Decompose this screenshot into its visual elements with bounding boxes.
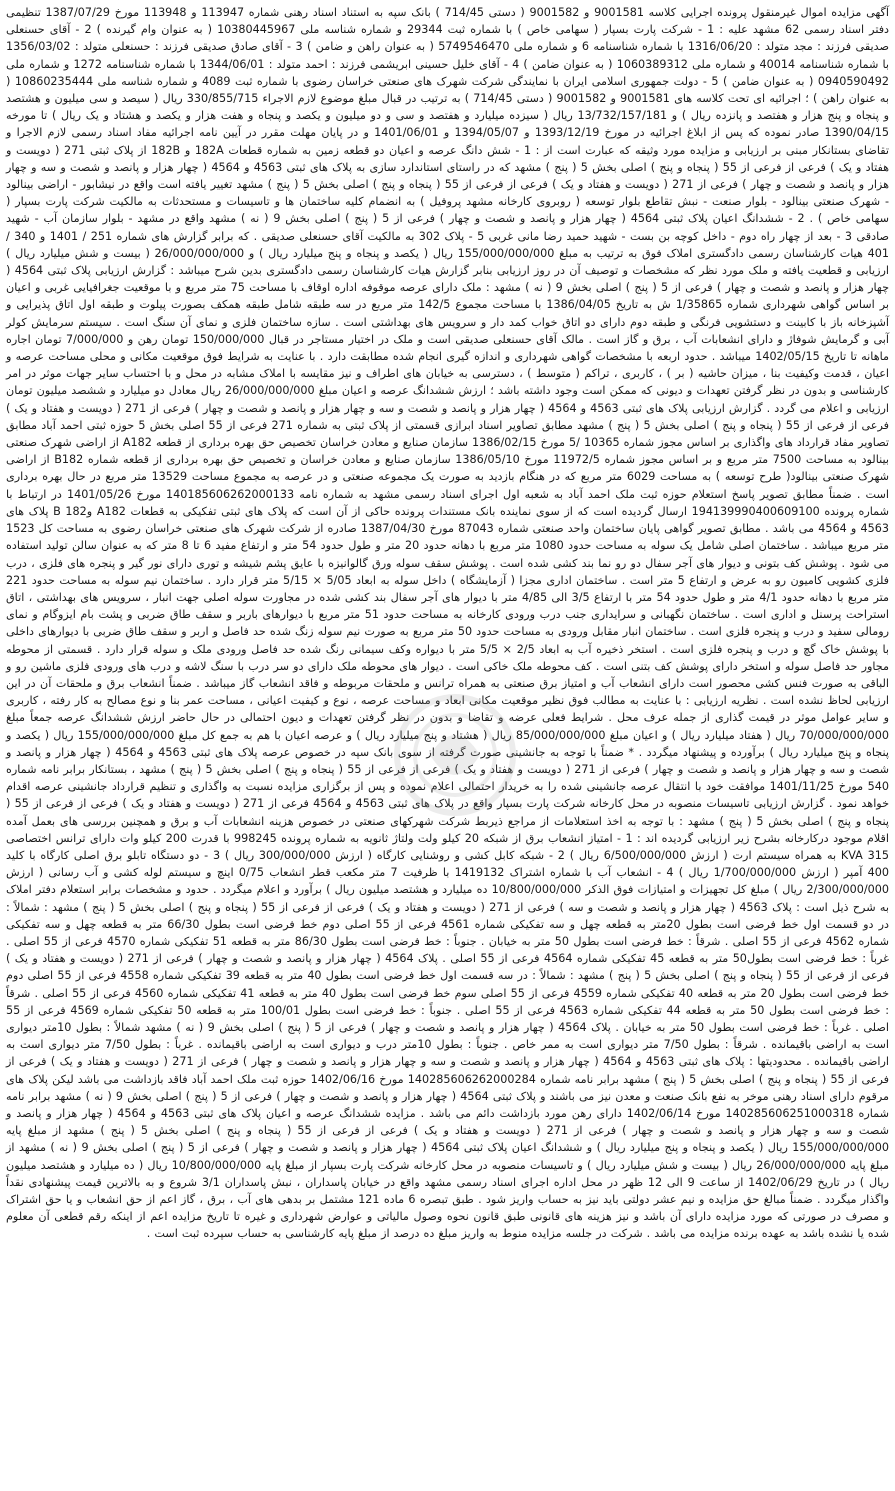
auction-notice-text: آگهی مزایده اموال غیرمنقول پرونده اجرایی کلاسه 9001581 و 9001582 ( دستی 714/45 ) بانک سپه به استناد اسناد رهنی شماره 113947 و 113948 مورخ 1387/07/29 تنظیمی دفتر اسناد رسمی 62 مشهد علیه : 1 - شرکت پارت بسپار ( سهامی خاص ) با شماره ثبت 29344 و شماره شناسه ملی 10380445967 ( به عنوان وام گیرنده ) 2 - آقای حسنعلی صدیقی فرزند : مجد متولد : 1316/06/20 با شماره شناسنامه 6 و شماره ملی 5749546470 ( به عنوان راهن و ضامن ) 3 - آقای صادق صدیقی فرزند : حسنعلی متولد : 1356/03/02 با شماره شناسنامه 40014 و شماره ملی 1060389312 ( به عنوان ضامن ) 4 - آقای خلیل حسینی ابریشمی فرزند : احمد متولد : 1344/06/01 با شماره شناسنامه 1272 و شماره ملی 0940590492 ( به عنوان ضامن ) 5 - دولت جمهوری اسلامی ایران با نمایندگی شرکت شهرک های صنعتی خراسان رضوی با شماره ثبت 4089 و شماره شناسه ملی 10860235444 ( به عنوان راهن ) ؛ اجرائیه ای تحت کلاسه های 9001581 و 9001582 ( دستی 714/45 ) به ترتیب در قبال مبلغ موضوع لازم الاجراء 330/855/715 ریال ( سیصد و سی میلیون و هشتصد و پنجاه و پنج هزار و هفتصد و پانزده ریال ) و 13/732/157/181 ریال ( سیزده میلیارد و هفتصد و سی و دو میلیون و یکصد و پنجاه و هفت هزار و یکصد و هشتاد و یک ریال ) تا مورخه 1390/04/15 صادر نموده که پس از ابلاغ اجرائیه در مورخ 1393/12/19 و 1394/05/07 و 1401/06/01 و در پایان مهلت مقرر در آیین نامه اجرائیه مفاد اسناد رسمی لازم الاجرا و تقاضای بستانکار مبنی بر ارزیابی و مزایده مورد وثیقه که عبارت است از : 1 - شش دانگ عرصه و اعیان دو قطعه زمین به شماره قطعات 182A و 182B از پلاک ثبتی 271 ( دویست و هفتاد و یک ) فرعی از فرعی از 55 ( پنجاه و پنج ) اصلی بخش 5 ( پنج ) مشهد که در راستای استاندارد سازی به پلاک های ثبتی 4563 و 4564 ( چهار هزار و پانصد و شصت و سه و چهار هزار و پانصد و شصت و چهار ) فرعی از 271 ( دویست و هفتاد و یک ) فرعی از فرعی از 55 ( پنجاه و پنج ) اصلی بخش 5 ( پنج ) مشهد تغییر یافته است واقع در نیشابور - اراضی بینالود - شهرک صنعتی بینالود - بلوار صنعت - نبش تقاطع بلوار توسعه ( روبروی کارخانه مشهد پروفیل ) به انضمام کلیه ساختمان ها و تاسیسات و مستحدثات به مالکیت شرکت پارت بسپار ( سهامی خاص ) . 2 - ششدانگ اعیان پلاک ثبتی 4564 ( چهار هزار و پانصد و شصت و چهار ) فرعی از 5 ( پنج ) اصلی بخش 9 ( نه ) مشهد واقع در مشهد - بلوار سازمان آب - شهید صادقی 3 - بعد از چهار راه دوم - داخل کوچه بن بست - شهید حمید رضا مانی غربی 5 - پلاک 302 به مالکیت آقای حسنعلی صدیقی . که برابر گزارش های شماره 251 / 1401 و 340 / 401 هیات کارشناسان رسمی دادگستری املاک فوق به ترتیب به مبلغ 155/000/000/000 ریال ( یکصد و پنجاه و پنج میلیارد ریال ) و 26/000/000/000 ( بیست و شش میلیارد ریال ) ارزیابی و قطعیت یافته و ملک مورد نظر که مشخصات و توصیف آن در روز ارزیابی بنابر گزارش هیات کارشناسان رسمی دادگستری بدین شرح میباشد : گزارش ارزیابی پلاک ثبتی 4564 ( چهار هزار و پانصد و شصت و چهار ) فرعی از 5 ( پنج ) اصلی بخش 9 ( نه ) مشهد : ملک دارای عرصه موقوفه اداره اوقاف با مساحت 75 متر مربع و با موقعیت جغرافیایی غربی و اعیان بر اساس گواهی شهرداری شماره 1/35865 ش به تاریخ 1386/04/05 با مساحت مجموع 142/5 متر مربع در سه طبقه شامل طبقه همکف بصورت پیلوت و طبقه اول اتاق پذیرایی و آشپزخانه باز با کابینت و دستشویی فرنگی و طبقه دوم دارای دو اتاق خواب کمد دار و سرویس های بهداشتی است . سازه ساختمان فلزی و نمای آن سنگ است . سیستم سرمایش کولر آبی و گرمایش شوفاژ و دارای انشعابات آب ، برق و گاز است . مالک آقای حسنعلی صدیقی است و ملک در اختیار مستاجر در قبال 150/000/000 تومان رهن و 7/000/000 تومان اجاره ماهانه تا تاریخ 1402/05/15 میباشد . حدود اربعه با مشخصات گواهی شهرداری و اندازه گیری انجام شده مطابقت دارد . با عنایت به شرایط فوق موقعیت مکانی و محلی مساحت عرصه و اعیان ، قدمت وکیفیت بنا ، میزان حاشیه ( بر ) ، کاربری ، تراکم ( متوسط ) ، دسترسی به خیابان های اطراف و نیز مقایسه با املاک مشابه در محل و با احتساب سایر جهات موثر در امر کارشناسی و بدون در نظر گرفتن تعهدات و دیونی که ممکن است وجود داشته باشد ؛ ارزش ششدانگ عرصه و اعیان مبلغ 26/000/000/000 ریال معادل دو میلیارد و ششصد میلیون تومان ارزیابی و اعلام می گردد . گزارش ارزیابی پلاک های ثبتی 4563 و 4564 ( چهار هزار و پانصد و شصت و سه و چهار هزار و پانصد و شصت و چهار ) فرعی از 271 ( دویست و هفتاد و یک ) فرعی از فرعی از 55 ( پنجاه و پنج ) اصلی بخش 5 ( پنج ) مشهد مطابق تصاویر اسناد ابرازی قسمتی از پلاک ثبتی به شماره 271 فرعی از 55 اصلی بخش 5 حوزه ثبتی احمد آباد مطابق تصاویر مفاد قرارداد های واگذاری بر اساس مجوز شماره 10365 /5 مورخ 1386/02/15 سازمان صنایع و معادن خراسان تخصیص حق بهره برداری از قطعه A182 از اراضی شهرک صنعتی بینالود به مساحت 7500 متر مربع و بر اساس مجوز شماره 11972/5 مورخ 1386/05/10 سازمان صنایع و معادن خراسان و تخصیص حق بهره برداری از قطعه شماره B182 از اراضی شهرک صنعتی بینالود( طرح توسعه ) به مساحت 6029 متر مربع که در هنگام بازدید به صورت یک مجموعه صنعتی و در عرصه به مجموع مساحت 13529 متر مربع در حال بهره برداری است . ضمناً مطابق تصویر پاسخ استعلام حوزه ثبت ملک احمد آباد به شعبه اول اجرای اسناد رسمی مشهد به شماره نامه 140185606262000133 مورخ 1401/05/26 در ارتباط با شماره پرونده 194139990400609100 ارسال گردیده است که از سوی نماینده بانک مستندات پرونده حاکی از آن است که پلاک های ثبتی تفکیکی به قطعات A182 وB 182 پلاک های 4563 و 4564 می باشد . مطابق تصویر گواهی پایان ساختمان واحد صنعتی شماره 87043 مورخ 1387/04/30 صادره از شرکت شهرک های صنعتی خراسان رضوی به مساحت کل 1523 متر مربع میباشد . ساختمان اصلی شامل یک سوله به مساحت حدود 1080 متر مربع با دهانه حدود 20 متر و طول حدود 54 متر و ارتفاع مفید 6 تا 8 متر که به عنوان سالن تولید استفاده می شود . پوشش کف بتونی و دیوار های آجر سفال دو رو نما بند کشی شده است . پوشش سقف سوله ورق گالوانیزه با عایق پشم شیشه و توری دارای نور گیر و پنجره های فلزی ، درب فلزی کشویی کامیون رو به عرض و ارتفاع 5 متر است . ساختمان اداری مجزا ( آزمایشگاه ) داخل سوله به ابعاد 5/05 × 5/15 متر قرار دارد . ساختمان نیم سوله به مساحت حدود 221 متر مربع با دهانه حدود 4/1 متر و طول حدود 54 متر با ارتفاع 3/5 الی 4/85 متر با دیوار های آجر سفال بند کشی شده در مجاورت سوله اصلی جهت انبار ، سرویس های بهداشتی ، اتاق استراحت پرسنل و اداری است . ساختمان نگهبانی و سرایداری جنب درب ورودی کارخانه به مساحت حدود 51 متر مربع با دیوارهای باربر و سقف طاق ضربی و پشت بام ایزوگام و نمای رومالی سفید و درب و پنجره فلزی است . ساختمان انبار مقابل ورودی به مساحت حدود 50 متر مربع به صورت نیم سوله زنگ شده حد فاصل و اربر و سقف طاق ضربی با دیوارهای داخلی با پوشش خاک گچ و درب و پنجره فلزی است . استخر ذخیره آب به ابعاد 2/5 × 5/5 متر با دیواره وکف سیمانی رنگ شده حد فاصل ورودی ملک و سوله قرار دارد . قسمتی از محوطه مجاور حد فاصل سوله و استخر دارای پوشش کف بتنی است . کف محوطه ملک خاکی است . دیوار های محوطه ملک دارای دو سر درب با سنگ لاشه و درب های ورودی فلزی ماشین رو و الباقی به صورت فنس کشی محصور است دارای انشعاب آب و امتیاز برق صنعتی به همراه ترانس و ملحقات مربوطه و فاقد انشعاب گاز میباشد . ضمناً انشعاب برق و ملحقات آن در این ارزیابی لحاظ نشده است . نظریه ارزیابی : با عنایت به مطالب فوق نظیر موقعیت مکانی ابعاد و مساحت عرصه ، نوع و کیفیت اعیانی ، مساحت عمر بنا و نوع مصالح به کار رفته ، کاربری و سایر عوامل موثر در قیمت گذاری از جمله عرف محل . شرایط فعلی عرضه و تقاضا و بدون در نظر گرفتن تعهدات و دیون احتمالی در حال حاضر ارزش ششدانگ عرصه جمعاً مبلغ 70/000/000/000 ریال ( هفتاد میلیارد ریال ) و اعیان مبلغ 85/000/000/000 ریال ( هشتاد و پنج میلیارد ریال ) و عرصه اعیان با هم به جمع کل مبلغ 155/000/000/000 ریال ( یکصد و پنجاه و پنج میلیارد ریال ) برآورده و پیشنهاد میگردد . * ضمناً با توجه به جانشینی صورت گرفته از سوی بانک سپه در خصوص عرصه پلاک های ثبتی 4563 و 4564 ( چهار هزار و پانصد و شصت و سه و چهار هزار و پانصد و شصت و چهار ) فرعی از 271 ( دویست و هفتاد و یک ) فرعی از فرعی از 55 ( پنجاه و پنج ) اصلی بخش 5 ( پنج ) مشهد ، بستانکار برابر نامه شماره 540 مورخ 1401/11/25 موافقت خود با انتقال عرصه جانشینی شده را به خریدار احتمالی اعلام نموده و پس از برگزاری مزایده نسبت به واگذاری و تنظیم قرارداد جانشینی عرصه اقدام خواهد نمود . گزارش ارزیابی تاسیسات منصوبه در محل کارخانه شرکت پارت بسپار واقع در پلاک های ثبتی 4563 و 4564 فرعی از 271 ( دویست و هفتاد و یک ) فرعی از فرعی از 55 ( پنجاه و پنج ) اصلی بخش 5 ( پنج ) مشهد : با توجه به اخذ استعلامات از مراجع ذیربط شرکت شهرکهای صنعتی در خصوص هزینه انشعابات آب و برق و همچنین بررسی های بعمل آمده اقلام موجود درکارخانه بشرح زیر ارزیابی گردیده اند : 1 - امتیاز انشعاب برق از شبکه 20 کیلو ولت ولتاژ ثانویه به شماره پرونده 998245 با قدرت 200 کیلو وات دارای ترانس اختصاصی 315 KVA به همراه سیستم ارت ( ارزش 6/500/000/000 ریال ) 2 - شبکه کابل کشی و روشنایی کارگاه ( ارزش 300/000/000 ریال ) 3 - دو دستگاه تابلو برق اصلی کارگاه با کلید 400 آمپر ( ارزش 1/700/000/000 ریال ) 4 - انشعاب آب با شماره اشتراک 1419132 با ظرفیت 7 متر مکعب قطر انشعاب 0/75 اینچ و سیستم لوله کشی و آب رسانی ( ارزش 2/300/000/000 ریال ) مبلغ کل تجهیزات و امتیازات فوق الذکر 10/800/000/000 ده میلیارد و هشتصد میلیون ریال ) برآورد و اعلام میگردد . حدود و مشخصات برابر استعلام دفتر املاک به شرح ذیل است : پلاک 4563 ( چهار هزار و پانصد و شصت و سه ) فرعی از 271 ( دویست و هفتاد و یک ) فرعی از فرعی از 55 ( پنجاه و پنج ) اصلی بخش 5 ( پنج ) مشهد : شمالاً : در دو قسمت اول خط فرضی است بطول 20متر به قطعه چهل و سه تفکیکی شماره 4561 فرعی از 55 اصلی دوم خط فرضی است بطول 66/30 متر به قطعه چهل و سه تفکیکی شماره 4562 فرعی از 55 اصلی . شرقاً : خط فرضی است بطول 50 متر به خیابان . جنوباً : خط فرضی است بطول 86/30 متر به قطعه 51 تفکیکی شماره 4570 فرعی از 55 اصلی . غرباً : خط فرضی است بطول50 متر به قطعه 45 تفکیکی شماره 4564 فرعی از 55 اصلی . پلاک 4564 ( چهار هزار و پانصد و شصت و چهار ) فرعی از 271 ( دویست و هفتاد و یک ) فرعی از فرعی از 55 ( پنجاه و پنج ) اصلی بخش 5 ( پنج ) مشهد : شمالاً : در سه قسمت اول خط فرضی است بطول 40 متر به قطعه 39 تفکیکی شماره 4558 فرعی از 55 اصلی دوم خط فرضی است بطول 20 متر به قطعه 40 تفکیکی شماره 4559 فرعی از 55 اصلی سوم خط فرضی است بطول 40 متر به قطعه 41 تفکیکی شماره 4560 فرعی از 55 اصلی . شرقاً : خط فرضی است بطول 50 متر به قطعه 44 تفکیکی شماره 4563 فرعی از 55 اصلی . جنوباً : خط فرضی است بطول 100/01 متر به قطعه 50 تفکیکی شماره 4569 فرعی از 55 اصلی . غرباً : خط فرضی است بطول 50 متر به خیابان . پلاک 4564 ( چهار هزار و پانصد و شصت و چهار ) فرعی از 5 ( پنج ) اصلی بخش 9 ( نه ) مشهد شمالاً : بطول 10متر دیواری است به اراضی باقیمانده . شرقاً : بطول 7/50 متر دیواری است به ممر خاص . جنوباً : بطول 10متر درب و دیواری است به اراضی باقیمانده . غرباً : بطول 7/50 متر دیواری است به اراضی باقیمانده . محدودیتها : پلاک های ثبتی 4563 و 4564 ( چهار هزار و پانصد و شصت و سه و چهار هزار و پانصد و شصت و چهار ) فرعی از 271 ( دویست و هفتاد و یک ) فرعی از فرعی از 55 ( پنجاه و پنج ) اصلی بخش 5 ( پنج ) مشهد برابر نامه شماره 140285606262000284 مورخ 1402/06/16 حوزه ثبت ملک احمد آباد فاقد بازداشت می باشد لیکن پلاک های مرقوم دارای اسناد رهنی موخر به نفع بانک صنعت و معدن نیز می باشند و پلاک ثبتی 4564 ( چهار هزار و پانصد و شصت و چهار ) فرعی از 5 ( پنج ) اصلی بخش 9 ( نه ) مشهد برابر نامه شماره 140285606251000318 مورخ 1402/06/14 دارای رهن مورد بازداشت دائم می باشد . مزایده ششدانگ عرصه و اعیان پلاک های ثبتی 4563 و 4564 ( چهار هزار و پانصد و شصت و سه و چهار هزار و پانصد و شصت و چهار ) فرعی از 271 ( دویست و هفتاد و یک ) فرعی از فرعی از 55 ( پنجاه و پنج ) اصلی بخش 5 ( پنج ) مشهد از مبلغ پایه 155/000/000/000 ریال ( یکصد و پنجاه و پنج میلیارد ریال ) و ششدانگ اعیان پلاک ثبتی 4564 ( چهار هزار و پانصد و شصت و چهار ) فرعی از 5 ( پنج ) اصلی بخش 9 ( نه ) مشهد از مبلغ پایه 26/000/000/000 ریال ( بیست و شش میلیارد ریال ) و تاسیسات منصوبه در محل کارخانه شرکت پارت بسپار از مبلغ پایه 10/800/000/000 ریال ( ده میلیارد و هشتصد میلیون ریال ) در تاریخ 1402/06/29 از ساعت 9 الی 12 ظهر در محل اداره اجرای اسناد رسمی مشهد واقع در خیابان پاسداران ، نبش پاسداران 3/1 شروع و به بالاترین قیمت پیشنهادی نقداً واگذار میگردد . ضمناً مبالغ حق مزایده و نیم عشر دولتی باید نیز به حساب واریز شود . طبق تبصره 6 ماده 121 مشتمل بر بدهی های آب ، برق ، گاز اعم از حق انشعاب و یا حق اشتراک و مصرف در صورتی که مورد مزایده دارای آن باشد و نیز هزینه های قانونی طبق قانون نحوه وصول مالیاتی و عوارض شهرداری و غیره تا تاریخ مزایده اعم از اینکه رقم قطعی آن معلوم شده یا نشده باشد به عهده برنده مزایده می باشد . شرکت در جلسه مزایده منوط به واریز مبلغ ده درصد از مبلغ پایه کارشناسی به حساب سپرده ثبت است .: [6, 6, 890, 1241]
